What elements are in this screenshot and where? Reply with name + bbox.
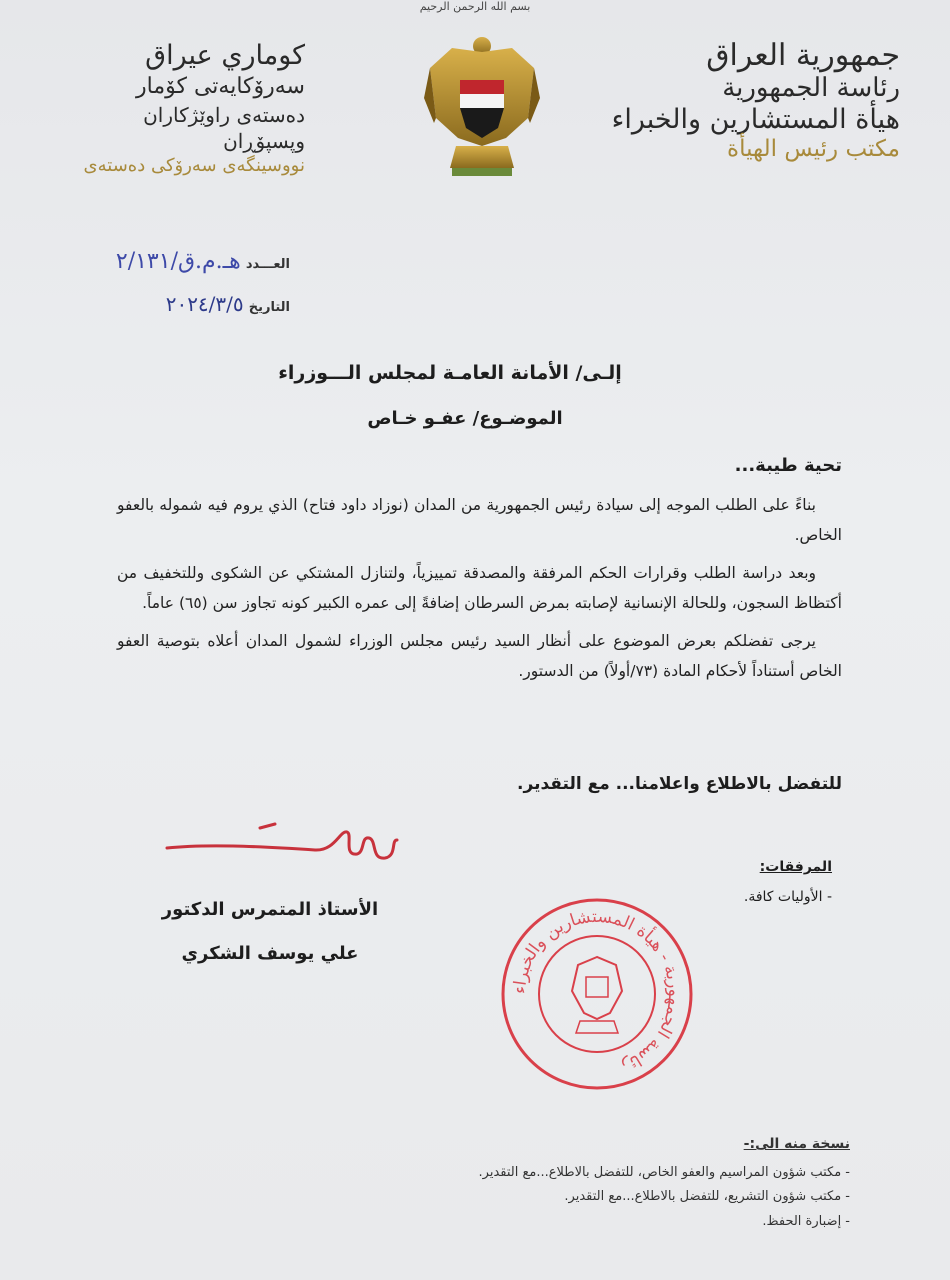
date-label: التاريخ (248, 300, 290, 315)
number-value: هـ.م.ق/٢/١٣١ (115, 249, 241, 274)
copy-to-item: - مكتب شؤون المراسيم والعفو الخاص، للتفضل بالاطلاع...مع التقدير. (478, 1164, 850, 1180)
copy-to-item: - مكتب شؤون التشريع، للتفضل بالاطلاع...مع التقدير. (564, 1189, 850, 1204)
basmala: بسم الله الرحمن الرحيم (419, 0, 531, 13)
subject-line: الموضـوع/ عفـو خـاص (367, 408, 563, 429)
copy-to-item: - إضبارة الحفظ. (762, 1213, 850, 1229)
kurdish-line-2: سەرۆكايەتى كۆمار (136, 74, 305, 100)
attachments-title: المرفقات: (759, 859, 832, 875)
reference-block (80, 240, 290, 324)
date-value: ٢٠٢٤/٣/٥ (165, 292, 244, 316)
kurdish-line-3: دەستەى راوێژكاران وپسپۆڕان (143, 102, 305, 153)
letterhead-line-4: مكتب رئيس الهيأة (727, 135, 900, 162)
signatory-name: علي يوسف الشكري (181, 943, 359, 964)
copy-to-title: نسخة منه الى:- (743, 1136, 850, 1152)
official-seal-icon (498, 895, 696, 1093)
letterhead-line-2: رئاسة الجمهورية (722, 73, 900, 104)
body-paragraph-1: بناءً على الطلب الموجه إلى سيادة رئيس الجمهورية من المدان (نوزاد داود فتاح) الذي يروم فيه شموله بالعفو الخاص. (117, 496, 842, 544)
arabic-letterhead (600, 38, 900, 163)
body-paragraph-3: يرجى تفضلكم بعرض الموضوع على أنظار السيد رئيس مجلس الوزراء لشمول المدان أعلاه بتوصية العفو الخاص أستناداً لأحكام المادة (٧٣/أولاً) من الدستور. (117, 632, 842, 680)
svg-text:رئاسة الجمهورية - هيأة المستشا (510, 907, 684, 1076)
letterhead-line-1: جمهورية العراق (706, 38, 900, 73)
eagle-emblem-icon (422, 28, 542, 183)
recipient-line: إلـى/ الأمانة العامـة لمجلس الـــوزراء (278, 362, 622, 384)
letterhead-line-3: هيأة المستشارين والخبراء (611, 104, 900, 136)
number-label: العـــدد (245, 257, 290, 272)
greeting: تحية طيبة... (734, 455, 842, 476)
letter-body (117, 490, 842, 694)
seal-text: رئاسة الجمهورية - هيأة المستشارين والخبراء (509, 906, 685, 1076)
attachment-item: - الأوليات كافة. (743, 889, 832, 905)
handwritten-signature-icon (165, 810, 415, 880)
kurdish-letterhead (65, 38, 305, 177)
copy-to-block (250, 1132, 850, 1234)
signatory-block (150, 888, 390, 976)
body-paragraph-2: وبعد دراسة الطلب وقرارات الحكم المرفقة والمصدقة تمييزياً، ولتنازل المشتكي عن الشكوى وللتخفيف من أكتظاظ السجون، وللحالة الإنسانية لإصابته بمرض السرطان إضافةً إلى عمره الكبير كونه تجاوز سن (٦٥) عاماً. (117, 564, 842, 612)
closing-line: للتفضل بالاطلاع واعلامنا... مع التقدير. (517, 774, 842, 794)
kurdish-line-1: كوماري عيراق (145, 40, 305, 71)
signatory-title: الأستاذ المتمرس الدكتور (161, 899, 379, 920)
kurdish-line-4: نووسينگەى سەرۆكى دەستەى (83, 154, 305, 176)
